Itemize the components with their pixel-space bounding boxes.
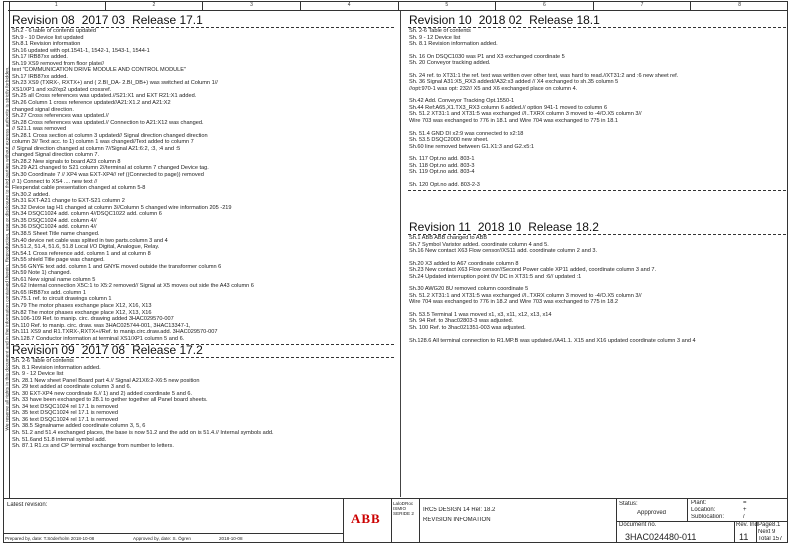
change-entry: Sh.24 Updated interruption point 0V DC in XT31:5 and :6// updated :1 [409,273,582,280]
change-entry: Sh.30 Coordinate 7 // XP4 was EXT-XP4// ref ((Connected to page)) removed [12,172,204,179]
column-number-strip [8,1,788,11]
total-field [758,536,788,543]
change-entry: Sh. 53.5 DSQC2000 new sheet. [409,137,489,144]
change-entry: Flexpendat cable presentation changed at column 5-8 [12,185,146,192]
change-entry: Sh. 117 Opt.no add. 803-1 [409,156,475,163]
change-entry: changed signal direction. [12,106,74,113]
change-entry: Sh.19 XS9 removed from floor plate// [12,60,105,67]
title-block [3,498,788,543]
column-number: 7 [594,1,692,10]
change-entry: Sh.40 device net cable was splited in two parts.column 3 and 4 [12,237,168,244]
change-entry: Sh.7 Symbol Varistor added. coordinate column 4 and 5. [409,241,549,248]
change-entry: Sh.61 New signal name column 5 [12,276,96,283]
change-entry: Sh.54.1 Cross reference add. column 1 and at column 8 [12,250,151,257]
column-number: 1 [8,1,106,10]
change-entry: Sh.30 AWG20 8U removed column coordinate 5 [409,286,529,293]
revision-index-label: Rev. Ind [736,522,758,528]
change-entry: Sh. 8.1 Revision information added. [12,364,101,371]
change-entry: Sh.82 The motor phases exchange place X12, X13, X16 [12,309,152,316]
change-entry: Sh.29 A21 changed to S21 column 2//terminal at column 7 changed Device tag. [12,165,209,172]
change-entry: Sh.25 all Cross references was updated.//S21:X1 and EXT R21:X1 added. [12,93,197,100]
rights-notice: We reserve all rights in this document and in the information contained therein. Reproduction, use or disclosure to third parties without express authority is strictly forbidden. [5,66,11,431]
revision-revision: Revision 08 [12,13,75,27]
change-entry: Sh. 120 Opt.no add. 803-2-3 [409,181,480,188]
document-number-label: Document no. [619,522,657,528]
change-entry: Sh. 2-6 Table of contents [12,358,74,364]
change-list [11,358,394,450]
change-entry: Sh.2 - 6 table of contents updated [12,28,96,34]
logo-sub-line-1: LaloDRoc [393,501,414,506]
column-number: 3 [203,1,301,10]
change-entry: Sh.16 New contact X63 Flow censor//XS11 add. coordinate column 2 and 3. [409,248,598,255]
revision-index: 11 [739,532,749,542]
status-label: Status: [619,501,638,507]
change-entry: Sh.128.7 Conductor information at terminal XS1/XP1 column 5 and 6. [12,335,185,342]
location-label: Location: [691,507,716,513]
change-entry: Sh.79 The motor phases exchange place X12, X16, X13 [12,302,152,309]
change-entry: Sh. 51.2 XT31:1 and XT31:5 was exchanged //I..TXRX column 3 moved to -4/O.X5 column 3// [409,111,642,118]
plant-label: Plant: [691,500,707,506]
right-column [408,11,786,497]
change-list [408,28,786,188]
section-separator [408,190,786,191]
change-entry: // S21.1 was removed [12,126,67,133]
logo-sub-line-3: SERIDE 2 [393,511,414,516]
revision-release: Release 17.1 [132,13,203,27]
change-entry: Sh. 24 ref. to XT31:1 the ref. text was written over other text, was hard to read.//XT31:2 and :6 new sheet ref. [409,72,679,79]
change-entry: Sh.1 ABB ABB changed to ABB [409,235,488,241]
document-number: 3HAC024480-011 [625,532,697,542]
change-entry: Sh. 100 Ref. to 3hac021351-003 was adjusted. [409,325,526,332]
revision-08-block [11,14,394,345]
revision-date: 2017 08 [81,343,126,357]
revision-date: 2018 02 [478,13,523,27]
change-entry: Sh.60 line removed between G1.X1:3 and G2.x5:1 [409,143,535,150]
change-entry: Sh.20 X3 added to A67 coordinate column 8 [409,260,519,267]
change-entry: Sh. 53.5 Terminal 1 was moved x1, x3, x11, x12, x13, x14 [409,311,552,318]
revision-09-block [11,344,394,450]
change-entry: Sh.32 Device tag H1 changed at column 3//Column 5 changed wire information 205 -219 [12,204,232,211]
change-entry: Sh. 36 Signal A31:X5_RX3 added//A32:x3 added // X4 exchanged to sh.35 column 5 [409,79,619,86]
change-entry: Sh.51.2, 51.4, 51.6, 51.8 Local I/O Digital, Analogue, Relay. [12,244,160,251]
change-entry: Sh. 119 Opt.no add. 803-4 [409,169,475,176]
change-entry: Sh. 118 Opt.no add. 803-3 [409,162,475,169]
prepared-by: Prepared by, date: T.Söderholm 2018-10-08 [5,536,95,541]
revision-release: Release 17.2 [132,343,203,357]
change-entry: Sh.62 Internal connection X5C:1 to X5:2 removed// Signal at X5 moves out side the A43 column 6 [12,283,254,290]
column-number: 2 [106,1,204,10]
change-entry: Sh. 28.1 New sheet Panel Board part 4.// Signal A21X6:2-X6:5 new position [12,377,200,384]
change-entry: Sh.56 GNYE text add. column 1 and GNYE moved outside the transformer column 6 [12,263,222,270]
change-entry: Sh.75.1 ref. to circuit drawings column 1 [12,296,112,303]
revision-10-block [408,14,786,191]
status-value: Appproved [637,510,667,516]
change-entry: Sh. 87.1 R1.cs and CP terminal exchange from number to letters. [12,443,174,450]
column-number: 5 [399,1,497,10]
revision-release: Release 18.2 [528,220,599,234]
change-entry: Sh. 2-6 Table of contents [409,28,471,34]
change-entry: column 3// Text acc. to 1) column 1 was changed//Text added to column 7 [12,139,194,146]
change-entry: Sh.17 IRB87xx added. [12,54,68,61]
column-number: 6 [496,1,594,10]
sublocation-label: Sublocation: [691,514,725,520]
revision-title [408,14,786,27]
logo-sub-line-2: ISMIO [393,506,407,511]
change-entry: Sh. 9 - 12 Device list [12,371,64,378]
revision-title [408,221,786,234]
change-entry: Sh. 35 text DSQC1024 rel 17.1 is removed [12,410,119,417]
change-entry: Sh. 33 have been exchanged to 28.1 to gether together all Panel board sheets. [12,397,208,404]
revision-revision: Revision 11 [409,220,471,234]
change-entry: Sh.9 - 10 Device list updated [12,34,84,41]
change-entry: Sh. 34 text DSQC1024 rel 17.1 is removed [12,403,119,410]
change-entry: Sh. 9 - 12 Device list [409,34,461,41]
change-entry: text "COMMUNICATION DRIVE MODULE AND CONTROL MODULE" [12,67,186,74]
change-entry: Sh. 16 On DSQC1030 was P1 and X3 exchanged coordinate 5 [409,53,565,60]
column-number: 4 [301,1,399,10]
change-entry: Sh.23 New contact X63 Flow censor//Second Power cable XP11 added, coordinate column 3 and 7. [409,267,657,274]
document-title: REVISION INFOMATION [423,517,491,523]
change-entry: Wire 704 was exchanged to 776 in 18.2 and Wire 703 was exchanged to 775 in 18.2 [409,299,618,306]
change-entry: Sh.42 Add. Conveyor Tracking Opt.1550-1 [409,98,515,105]
change-entry: Sh.26 Column 1 cross reference updated//A21:X1.2 and A21:X2 [12,100,171,107]
next-page: 9 [772,529,776,535]
plant-value: = [743,500,747,506]
change-entry: Sh.110 Ref. to manip. circ. draw. was 3HAC025744-001, 3HAC13347-1, [12,322,191,329]
side-margin [3,1,10,498]
change-entry: Sh.28 Cross references was updated.// Connection to A21:X12 was changed. [12,119,204,126]
change-entry: Sh.27 Cross references was updated.// [12,113,109,120]
change-entry: //opt:970-1 was opt: 232// X5 and X6 exchanged place on column 4. [409,85,578,92]
revision-revision: Revision 10 [409,13,472,27]
change-entry: Sh.23 XS9 (TXRX-, RXTX+) and ( 2.BI_DA- 2.BI_DB+) was switched at Column 1// [12,80,218,87]
change-entry: Sh.31 EXT-A21 change to EXT-S21 column 2 [12,198,125,205]
logo-subtext [393,501,419,516]
change-entry: Sh.30.2 added. [12,191,50,198]
sublocation-value: / [743,514,745,520]
revision-title [11,14,394,27]
location-value: + [743,507,747,513]
total-label: Total [758,536,771,542]
change-entry: Sh.128.6 All terminal connection to R1.MP.B was updated.//A41.1. X15 and X16 updated coordinate column 3 and 4 [409,337,696,344]
change-entry: // Signal direction changed at column 7//Signal A21:6:2, :3, :4 and :5 [12,145,181,152]
revision-date: 2018 10 [477,220,522,234]
column-divider [400,11,401,497]
change-entry: Sh. 36 text DSQC1024 rel 17.1 is removed [12,416,119,423]
change-list [11,28,394,342]
column-number: 8 [738,2,742,8]
change-entry: Sh.35 DSQC1024 add. column 4// [12,217,97,224]
change-entry: Sh.16 updated with opt.1541-1, 1542-1, 1543-1, 1544-1 [12,47,150,54]
change-entry: Sh.28.1 Cross section at column 3 updated// Signal direction changed direction [12,132,208,139]
change-entry: Wire 703 was exchanged to 776 in 18.1 and Wire 704 was exchanged to 775 in 18.1 [409,118,618,125]
change-entry: Sh.8.1 Revision information [12,41,81,48]
revision-title [11,344,394,357]
next-field [758,529,788,536]
change-entry: Sh. 51.4 GND DI x2:9 was connected to x2:18 [409,130,524,137]
change-entry: Sh.34 DSQC1024 add. column 4//DSQC1022 add. column 6 [12,211,162,218]
total-pages: 157 [772,536,783,542]
revision-11-block [408,221,786,344]
change-entry: Sh. 51.2 XT31:1 and XT31:5 was exchanged //I..TXRX column 3 moved to -4/O.X5 column 3// [409,292,642,299]
next-label: Next [758,529,771,535]
change-entry: Sh. 94 Ref. to 3hac02803-3 was adjusted. [409,318,514,325]
change-entry: Sh.59 Note 1) changed. [12,270,72,277]
change-entry: Sh.36 DSQC1024 add. column 4// [12,224,97,231]
page-number: 8.1 [772,522,781,528]
change-entry: Sh. 29 text added at coordinate column 3 and 6. [12,384,132,391]
change-entry: Sh. 20 Conveyor tracking added. [409,60,491,67]
change-entry: Sh.38.5 Sheet Title name changed. [12,230,100,237]
change-entry: Sh. 30 EXT-XP4 new coordinate 6.// 1) and 2) added coordinate 5 and 6. [12,390,193,397]
page-label: Page [758,522,773,528]
approved-by: Approved by, date: S. Ögren [133,536,191,541]
change-entry: Sh.55 shield Title page was changed. [12,257,105,264]
page-field [758,522,788,529]
revision-date: 2017 03 [81,13,126,27]
left-column [11,11,394,497]
change-entry: changed Signal direction column 7. [12,152,100,159]
change-entry: // 1) Connect to XS4 .... new text // [12,178,98,185]
approved-date: 2018-10-08 [219,536,243,541]
latest-revision-label: Latest revision: [7,502,48,508]
change-entry: Sh.17 IRB87xx added. [12,73,68,80]
revision-revision: Revision 09 [12,343,75,357]
change-entry: Sh. 8.1 Revision information added. [409,41,498,48]
change-entry: Sh.44 Ref:A65,X1.TX3_RX3 column 6 added.// option 941-1 moved to column 6 [409,104,608,111]
change-entry: Sh.111 XS9 and R1.TXRX-,RXTX+//Ref. to manip.circ.draw.add. 3HAC029570-007 [12,329,218,336]
change-entry: Sh. 38.5 Signalname added coordinate column 3, 5, 6 [12,423,146,430]
change-entry: Sh.28.2 New signals to board A23 column 8 [12,158,121,165]
change-entry: Sh.106-109 Ref. to manip. circ. drawing added 3HAC029570-007 [12,316,174,323]
change-entry: XS1/XP1 and xs2/xp2 updated crossref. [12,86,112,93]
revision-release: Release 18.1 [529,13,600,27]
system-name: IRC5 DESIGN 14 Rel: 18.2 [423,507,496,513]
change-list [408,235,786,344]
change-entry: Sh. 51.6and 51.8 internal symbol add. [12,436,107,443]
change-entry: Sh.65 IRB87xx add. column 1 [12,289,87,296]
change-entry: Sh. 51.2 and 51.4 exchanged places, the base is now 51.2 and the add on is 51.4.// Internal symbols add. [12,430,274,437]
abb-logo: ABB [351,511,381,526]
